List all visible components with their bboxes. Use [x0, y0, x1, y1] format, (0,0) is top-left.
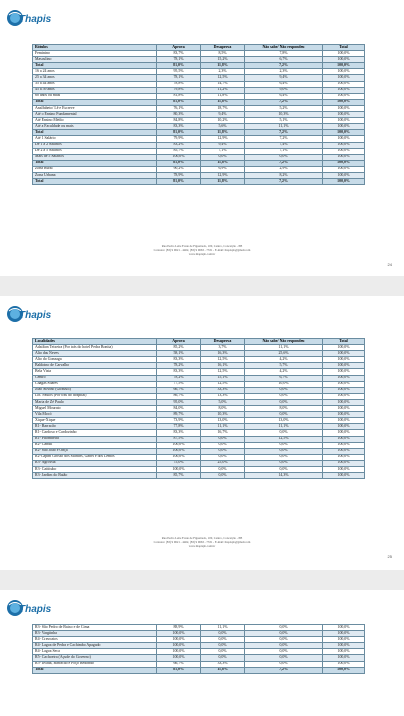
svg-text:Thapis: Thapis [19, 310, 52, 321]
cell-desaprova: 11,8% [201, 99, 245, 105]
row-label: Total [33, 63, 157, 69]
row-label: Alto do Gonzaga [33, 357, 157, 363]
cell-desaprova: 11,8% [201, 93, 245, 99]
cell-nao-sabe: 14,3% [245, 473, 323, 479]
cell-nao-sabe: 0,0% [245, 412, 323, 418]
cell-nao-sabe: 8,2% [245, 172, 323, 178]
page-footer [0, 244, 404, 256]
cell-aprova: 83,3% [157, 369, 201, 375]
row-label: R1- Barracão [33, 424, 157, 430]
footer-site: www.thapispb.com.br [188, 544, 216, 548]
row-label: 45 a 59 anos [33, 87, 157, 93]
cell-aprova: 81,8% [157, 93, 201, 99]
row-label: Centro [33, 375, 157, 381]
cell-desaprova: 0,0% [201, 649, 245, 655]
cell-total: 100,0% [323, 63, 365, 69]
cell-desaprova: 16,1% [201, 363, 245, 369]
cell-total: 100,0% [323, 105, 365, 111]
cell-nao-sabe: 7,2% [245, 63, 323, 69]
cell-total: 100,0% [323, 399, 365, 405]
cell-desaprova: 11,2% [201, 87, 245, 93]
cell-total: 100,0% [323, 172, 365, 178]
cell-aprova: 66,7% [157, 387, 201, 393]
cell-aprova: 78,2% [157, 375, 201, 381]
header-aprova: Aprova [157, 45, 201, 51]
header-desaprova: Desaprova [201, 339, 245, 345]
footer-contacts: Contatos: (83) 9 9621 - 4462, (83) 9 9663 - 7331 - E-mail: thapispb@gmail.com [153, 540, 251, 544]
page-number: 24 [387, 262, 392, 267]
cell-nao-sabe: 7,2% [245, 160, 323, 166]
cell-aprova: 100,0% [157, 442, 201, 448]
cell-total: 100,0% [323, 99, 365, 105]
cell-desaprova: 12,5% [201, 381, 245, 387]
cell-total: 100,0% [323, 442, 365, 448]
page-footer [0, 536, 404, 548]
cell-aprova: 100,0% [157, 637, 201, 643]
cell-desaprova: 8,5% [201, 51, 245, 57]
cell-nao-sabe: 10,0% [245, 381, 323, 387]
cell-desaprova: 0,0% [201, 631, 245, 637]
report-page-26 [0, 590, 404, 716]
cell-total: 100,0% [323, 454, 365, 460]
cell-total: 100,0% [323, 130, 365, 136]
cell-aprova: 83,3% [157, 124, 201, 130]
cell-desaprova: 11,8% [201, 63, 245, 69]
cell-nao-sabe: 4,2% [245, 357, 323, 363]
cell-desaprova: 0,0% [201, 655, 245, 661]
cell-nao-sabe: 7,2% [245, 179, 323, 185]
cell-total: 100,0% [323, 136, 365, 142]
row-label: R3- Vargiinha [33, 631, 157, 637]
cell-nao-sabe: 0,0% [245, 643, 323, 649]
header-nao-sabe: Não sabe/ Não respondeu [245, 45, 323, 51]
cell-aprova: 78,1% [157, 57, 201, 63]
footer-contacts: Contatos: (83) 9 9621 - 4462, (83) 9 9663 - 7331 - E-mail: thapispb@gmail.com [153, 248, 251, 252]
cell-nao-sabe: 10,3% [245, 112, 323, 118]
cell-aprova: 95,0% [157, 399, 201, 405]
cell-desaprova: 5,0% [201, 399, 245, 405]
cell-desaprova: 9,4% [201, 112, 245, 118]
cell-nao-sabe: 0,0% [245, 430, 323, 436]
cell-aprova: 100,0% [157, 655, 201, 661]
row-label: Vila Mocó [33, 412, 157, 418]
cell-desaprova: 16,7% [201, 430, 245, 436]
cell-aprova: 85,2% [157, 345, 201, 351]
cell-desaprova: 15,1% [201, 375, 245, 381]
cell-aprova: 75,0% [157, 460, 201, 466]
cell-aprova: 100,0% [157, 643, 201, 649]
cell-desaprova: 6,9% [201, 166, 245, 172]
cell-aprova: 78,1% [157, 75, 201, 81]
row-label: 35 a 44 anos [33, 81, 157, 87]
cell-total: 100,0% [323, 351, 365, 357]
row-label: Baldoino de Carvalho [33, 363, 157, 369]
cell-total: 100,0% [323, 51, 365, 57]
cell-desaprova: 12,9% [201, 136, 245, 142]
row-label: R1- Cardoso e Cardozinho [33, 430, 157, 436]
cell-nao-sabe: 0,0% [245, 393, 323, 399]
row-label: R2-Capim Grosso dos Martins, Gabel e dos Lemos [33, 454, 157, 460]
cell-nao-sabe: 0,0% [245, 454, 323, 460]
row-label: Total [33, 130, 157, 136]
cell-total: 100,0% [323, 393, 365, 399]
thapis-logo [6, 598, 52, 618]
cell-desaprova: 9,4% [201, 142, 245, 148]
cell-total: 100,0% [323, 460, 365, 466]
row-label: Masculino [33, 57, 157, 63]
cell-aprova: 58,1% [157, 351, 201, 357]
cell-aprova: 81,0% [157, 179, 201, 185]
row-label: R3- São Pedro de Baixo e de Cima [33, 625, 157, 631]
cell-desaprova: 0,0% [201, 637, 245, 643]
cell-aprova: 89,7% [157, 412, 201, 418]
cell-aprova: 95,5% [157, 69, 201, 75]
cell-desaprova: 12,5% [201, 357, 245, 363]
header-total: Total [323, 339, 365, 345]
cell-total: 100,0% [323, 112, 365, 118]
cell-desaprova: 33,3% [201, 661, 245, 667]
cell-total: 100,0% [323, 345, 365, 351]
cell-nao-sabe: 0,0% [245, 387, 323, 393]
cell-aprova: 83,2% [157, 142, 201, 148]
cell-total: 100,0% [323, 357, 365, 363]
footer-address: Rua Pedro Leite Fonte de Figueiredo, 100, Centro, Conceição - PB [161, 244, 243, 248]
row-label: R3- Jardim do Baião [33, 473, 157, 479]
cell-desaprova: 10,2% [201, 118, 245, 124]
cell-nao-sabe: 0,0% [245, 442, 323, 448]
cell-nao-sabe: 0,0% [245, 448, 323, 454]
row-label: R2- São João e Onça [33, 448, 157, 454]
table-localidades [32, 338, 365, 479]
cell-nao-sabe: 2,3% [245, 69, 323, 75]
table-localidades-cont [32, 624, 365, 674]
cell-total: 100,0% [323, 118, 365, 124]
cell-aprova: 81,0% [157, 130, 201, 136]
cell-total: 100,0% [323, 661, 365, 667]
cell-desaprova: 5,6% [201, 124, 245, 130]
svg-text:Thapis: Thapis [19, 604, 52, 615]
cell-desaprova: 0,0% [201, 466, 245, 472]
cell-nao-sabe: 4,2% [245, 369, 323, 375]
cell-aprova: 86,7% [157, 393, 201, 399]
row-label: R1- Pitombeira [33, 436, 157, 442]
cell-desaprova: 0,0% [201, 643, 245, 649]
cell-aprova: 79,8% [157, 87, 201, 93]
cell-total: 100,0% [323, 649, 365, 655]
row-label: Total [33, 99, 157, 105]
cell-nao-sabe: 7,1% [245, 148, 323, 154]
cell-desaprova: 18,7% [201, 105, 245, 111]
cell-total: 100,0% [323, 87, 365, 93]
cell-nao-sabe: 12,5% [245, 436, 323, 442]
table-total-row [33, 667, 365, 673]
footer-address: Rua Pedro Leite Fonte de Figueiredo, 100, Centro, Conceição - PB [161, 536, 243, 540]
row-label: Alto das Neves [33, 351, 157, 357]
row-label: Total [33, 667, 157, 673]
cell-total: 100,0% [323, 637, 365, 643]
row-label: Zona Rural [33, 166, 157, 172]
cell-nao-sabe: 0,0% [245, 154, 323, 160]
cell-aprova: 81,0% [157, 63, 201, 69]
row-label: 60 anos ou mais [33, 93, 157, 99]
cell-aprova: 77,8% [157, 424, 201, 430]
cell-desaprova: 33,3% [201, 387, 245, 393]
cell-aprova: 73,9% [157, 418, 201, 424]
cell-aprova: 100,0% [157, 466, 201, 472]
cell-nao-sabe: 0,0% [245, 661, 323, 667]
cell-aprova: 83,7% [157, 51, 201, 57]
cell-total: 100,0% [323, 375, 365, 381]
row-label: R4- Lagoa de Pedra e Cachimbo Apagado [33, 643, 157, 649]
row-label: Total [33, 179, 157, 185]
cell-total: 100,0% [323, 625, 365, 631]
cell-nao-sabe: 9,0% [245, 87, 323, 93]
cell-nao-sabe: 5,1% [245, 118, 323, 124]
cell-total: 100,0% [323, 124, 365, 130]
row-label: Mais de 5 Salários [33, 154, 157, 160]
cell-desaprova: 13,3% [201, 393, 245, 399]
cell-total: 100,0% [323, 406, 365, 412]
cell-aprova: 77,5% [157, 381, 201, 387]
cell-aprova: 83,3% [157, 430, 201, 436]
cell-nao-sabe: 11,1% [245, 124, 323, 130]
cell-nao-sabe: 7,2% [245, 136, 323, 142]
cell-nao-sabe: 6,7% [245, 375, 323, 381]
cell-desaprova: 0,0% [201, 454, 245, 460]
cell-desaprova: 11,8% [201, 130, 245, 136]
cell-aprova: 87,5% [157, 436, 201, 442]
cell-aprova: 85,7% [157, 473, 201, 479]
row-label: 16 a 24 anos [33, 69, 157, 75]
cell-aprova: 84,8% [157, 118, 201, 124]
report-page-25 [0, 296, 404, 570]
cell-aprova: 100,0% [157, 454, 201, 460]
header-localidades: Localidades [33, 339, 157, 345]
row-label: R3- Agrovila [33, 460, 157, 466]
row-label: R2- Candil [33, 442, 157, 448]
table-total-row [33, 179, 365, 185]
row-label: Feminino [33, 51, 157, 57]
cell-total: 100,0% [323, 466, 365, 472]
row-label: R3- Caititubo [33, 466, 157, 472]
cell-nao-sabe: 0,0% [245, 399, 323, 405]
cell-aprova: 100,0% [157, 448, 201, 454]
row-label: De 1 a 2 Salários [33, 142, 157, 148]
cell-total: 100,0% [323, 418, 365, 424]
cell-desaprova: 25,0% [201, 460, 245, 466]
cell-aprova: 84,0% [157, 406, 201, 412]
cell-nao-sabe: 11,1% [245, 424, 323, 430]
cell-nao-sabe: 6,7% [245, 57, 323, 63]
cell-nao-sabe: 8,0% [245, 406, 323, 412]
row-label: João Silvino (Girassol) [33, 387, 157, 393]
cell-nao-sabe: 7,2% [245, 667, 323, 673]
cell-nao-sabe: 0,0% [245, 466, 323, 472]
cell-desaprova: 8,0% [201, 406, 245, 412]
row-label: De 2 a 5 Salários [33, 148, 157, 154]
row-label: Total [33, 160, 157, 166]
cell-total: 100,0% [323, 643, 365, 649]
cell-total: 100,0% [323, 436, 365, 442]
header-total: Total [323, 45, 365, 51]
row-label: Analfabeto/ Lê e Escreve [33, 105, 157, 111]
cell-nao-sabe: 0,0% [245, 655, 323, 661]
cell-desaprova: 0,0% [201, 473, 245, 479]
cell-nao-sabe: 6,4% [245, 93, 323, 99]
cell-nao-sabe: 5,7% [245, 363, 323, 369]
cell-aprova: 78,8% [157, 81, 201, 87]
cell-total: 100,0% [323, 655, 365, 661]
cell-total: 100,0% [323, 363, 365, 369]
cell-nao-sabe: 9,4% [245, 75, 323, 81]
cell-desaprova: 3,7% [201, 345, 245, 351]
cell-desaprova: 15,2% [201, 57, 245, 63]
cell-nao-sabe: 7,2% [245, 99, 323, 105]
cell-desaprova: 11,1% [201, 424, 245, 430]
cell-nao-sabe: 2,9% [245, 166, 323, 172]
row-label: Até a Faculdade ou mais [33, 124, 157, 130]
cell-aprova: 83,3% [157, 357, 201, 363]
cell-desaprova: 7,1% [201, 148, 245, 154]
cell-aprova: 79,9% [157, 136, 201, 142]
header-rotulos: Rótulos [33, 45, 157, 51]
cell-aprova: 88,9% [157, 625, 201, 631]
cell-total: 100,0% [323, 148, 365, 154]
cell-total: 100,0% [323, 412, 365, 418]
row-label: Até 1 Salário [33, 136, 157, 142]
cell-aprova: 78,2% [157, 363, 201, 369]
cell-nao-sabe: 7,8% [245, 51, 323, 57]
cell-desaprova: 11,8% [201, 160, 245, 166]
cell-total: 100,0% [323, 179, 365, 185]
cell-desaprova: 10,3% [201, 412, 245, 418]
cell-total: 100,0% [323, 667, 365, 673]
cell-total: 100,0% [323, 387, 365, 393]
cell-aprova: 100,0% [157, 154, 201, 160]
table-row [33, 473, 365, 479]
thapis-logo [6, 304, 52, 324]
cell-aprova: 66,7% [157, 661, 201, 667]
cell-desaprova: 0,0% [201, 436, 245, 442]
cell-nao-sabe: 6,4% [245, 81, 323, 87]
cell-desaprova: 13,0% [201, 418, 245, 424]
thapis-logo [6, 8, 52, 28]
cell-aprova: 100,0% [157, 631, 201, 637]
cell-nao-sabe: 25,6% [245, 351, 323, 357]
cell-nao-sabe: 0,0% [245, 649, 323, 655]
cell-aprova: 80,3% [157, 112, 201, 118]
row-label: Até Ensino Médio [33, 118, 157, 124]
cell-aprova: 81,0% [157, 160, 201, 166]
cell-desaprova: 12,5% [201, 75, 245, 81]
cell-aprova: 81,0% [157, 99, 201, 105]
cell-total: 100,0% [323, 448, 365, 454]
cell-total: 100,0% [323, 57, 365, 63]
cell-nao-sabe: 5,2% [245, 105, 323, 111]
cell-aprova: 90,2% [157, 166, 201, 172]
cell-desaprova: 0,0% [201, 154, 245, 160]
cell-total: 100,0% [323, 75, 365, 81]
row-label: Zona Urbana [33, 172, 157, 178]
cell-total: 100,0% [323, 381, 365, 387]
cell-aprova: 81,0% [157, 667, 201, 673]
header-nao-sabe: Não sabe/ Não respondeu [245, 339, 323, 345]
cell-total: 100,0% [323, 473, 365, 479]
cell-total: 100,0% [323, 81, 365, 87]
cell-nao-sabe: 0,0% [245, 625, 323, 631]
cell-nao-sabe: 13,0% [245, 418, 323, 424]
cell-nao-sabe: 7,4% [245, 142, 323, 148]
footer-site: www.thapispb.com.br [188, 252, 216, 256]
row-label: R4- Cravoatos [33, 637, 157, 643]
row-label: R5- Cachoeira (Açude do Governo) [33, 655, 157, 661]
cell-total: 100,0% [323, 69, 365, 75]
cell-desaprova: 2,3% [201, 69, 245, 75]
header-desaprova: Desaprova [201, 45, 245, 51]
cell-total: 100,0% [323, 166, 365, 172]
cell-total: 100,0% [323, 142, 365, 148]
cell-desaprova: 16,3% [201, 351, 245, 357]
cell-desaprova: 12,5% [201, 369, 245, 375]
header-aprova: Aprova [157, 339, 201, 345]
cell-total: 100,0% [323, 154, 365, 160]
row-label: Miguel Mourato [33, 406, 157, 412]
row-label: Até o Ensino Fundamental [33, 112, 157, 118]
row-label: Chagas Soares [33, 381, 157, 387]
cell-nao-sabe: 0,0% [245, 637, 323, 643]
cell-nao-sabe: 7,2% [245, 130, 323, 136]
cell-desaprova: 12,9% [201, 172, 245, 178]
cell-total: 100,0% [323, 369, 365, 375]
row-label: Maria de Zé Paulo [33, 399, 157, 405]
cell-aprova: 76,1% [157, 105, 201, 111]
row-label: 25 a 34 anos [33, 75, 157, 81]
row-label: Adailton Teixeira (Por trás do hotel Pedra Bonita) [33, 345, 157, 351]
cell-total: 100,0% [323, 430, 365, 436]
cell-nao-sabe: 0,0% [245, 631, 323, 637]
cell-desaprova: 11,8% [201, 179, 245, 185]
row-label: Lot. Paulos (Por trás do hospital) [33, 393, 157, 399]
svg-text:Thapis: Thapis [19, 14, 52, 25]
cell-total: 100,0% [323, 160, 365, 166]
cell-desaprova: 0,0% [201, 448, 245, 454]
row-label: Bela Vista [33, 369, 157, 375]
cell-total: 100,0% [323, 93, 365, 99]
row-label: R5- Ilvada, Barracão e Poço Redondo [33, 661, 157, 667]
cell-total: 100,0% [323, 424, 365, 430]
cell-aprova: 100,0% [157, 649, 201, 655]
cell-desaprova: 11,8% [201, 667, 245, 673]
cell-nao-sabe: 0,0% [245, 460, 323, 466]
cell-total: 100,0% [323, 631, 365, 637]
page-number: 25 [387, 554, 392, 559]
table-demographics [32, 44, 365, 185]
report-page-24 [0, 0, 404, 276]
cell-desaprova: 14,7% [201, 81, 245, 87]
cell-desaprova: 0,0% [201, 442, 245, 448]
row-label: Xique-Xique [33, 418, 157, 424]
cell-nao-sabe: 11,1% [245, 345, 323, 351]
cell-desaprova: 11,1% [201, 625, 245, 631]
cell-aprova: 85,7% [157, 148, 201, 154]
row-label: R4- Lagoa Seca [33, 649, 157, 655]
cell-aprova: 78,9% [157, 172, 201, 178]
